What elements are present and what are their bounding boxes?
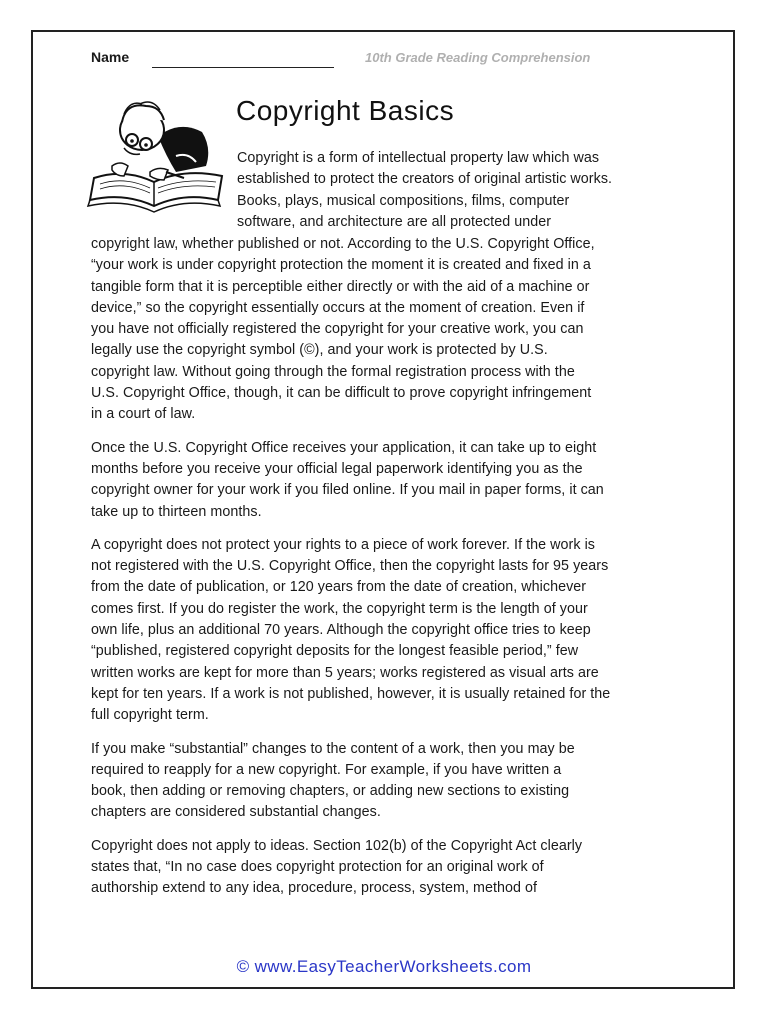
- text-line: A copyright does not protect your rights to a piece of work forever. If the work is: [91, 536, 595, 553]
- intro-text: [237, 148, 677, 233]
- paragraph-1: [91, 234, 681, 426]
- text-line: U.S. Copyright Office, though, it can be difficult to prove copyright infringement: [91, 385, 592, 402]
- article-body: [91, 234, 681, 900]
- text-line: book, then adding or removing chapters, or adding new sections to existing: [91, 783, 570, 800]
- paragraph-5: [91, 836, 681, 900]
- text-line: “your work is under copyright protection the moment it is created and fixed in a: [91, 257, 591, 274]
- text-line: Once the U.S. Copyright Office receives your application, it can take up to eight: [91, 439, 597, 456]
- text-line: established to protect the creators of original artistic works.: [237, 171, 613, 188]
- text-line: legally use the copyright symbol (©), and your work is protected by U.S.: [91, 342, 548, 359]
- text-line: copyright law, whether published or not. According to the U.S. Copyright Office,: [91, 236, 595, 252]
- text-line: chapters are considered substantial changes.: [91, 804, 381, 821]
- name-blank-line[interactable]: [152, 67, 334, 68]
- text-line: full copyright term.: [91, 707, 209, 724]
- text-line: copyright law. Without going through the formal registration process with the: [91, 363, 575, 380]
- text-line: software, and architecture are all protected under: [237, 213, 552, 230]
- footer-website-link[interactable]: © www.EasyTeacherWorksheets.com: [236, 957, 532, 976]
- name-label: Name: [91, 49, 130, 65]
- text-line: own life, plus an additional 70 years. Although the copyright office tries to keep: [91, 622, 591, 639]
- text-line: from the date of publication, or 120 years from the date of creation, whichever: [91, 579, 587, 596]
- text-line: months before you receive your official legal paperwork identifying you as the: [91, 460, 583, 477]
- text-line: Books, plays, musical compositions, films, computer: [237, 192, 570, 209]
- reading-professor-illustration: [84, 96, 234, 216]
- text-line: “published, registered copyright deposits for the longest feasible period,” few: [91, 643, 579, 660]
- paragraph-2: [91, 438, 681, 523]
- text-line: comes first. If you do register the work, the copyright term is the length of your: [91, 600, 588, 617]
- text-line: take up to thirteen months.: [91, 503, 262, 520]
- worksheet-header: [91, 49, 651, 73]
- text-line: required to reapply for a new copyright. For example, if you have written a: [91, 761, 562, 778]
- text-line: written works are kept for more than 5 years; works registered as visual arts are: [91, 664, 599, 681]
- grade-label: 10th Grade Reading Comprehension: [365, 50, 591, 65]
- text-line: copyright owner for your work if you filed online. If you mail in paper forms, it can: [91, 482, 604, 499]
- paragraph-3: [91, 535, 681, 727]
- text-line: tangible form that it is perceptible either directly or with the aid of a machine or: [91, 278, 590, 295]
- text-line: you have not officially registered the copyright for your creative work, you can: [91, 321, 584, 338]
- text-line: authorship extend to any idea, procedure, process, system, method of: [91, 880, 538, 897]
- paragraph-4: [91, 739, 681, 824]
- text-line: Copyright does not apply to ideas. Section 102(b) of the Copyright Act clearly: [91, 837, 583, 854]
- text-line: states that, “In no case does copyright protection for an original work of: [91, 859, 544, 876]
- text-line: device,” so the copyright essentially occurs at the moment of creation. Even if: [91, 299, 585, 316]
- text-line: in a court of law.: [91, 406, 196, 423]
- text-line: If you make “substantial” changes to the content of a work, then you may be: [91, 740, 575, 757]
- text-line: not registered with the U.S. Copyright Office, then the copyright lasts for 95 years: [91, 558, 609, 575]
- text-line: Copyright is a form of intellectual property law which was: [237, 150, 600, 166]
- page-title: Copyright Basics: [236, 95, 455, 126]
- text-line: kept for ten years. If a work is not published, however, it is usually retained for the: [91, 685, 611, 702]
